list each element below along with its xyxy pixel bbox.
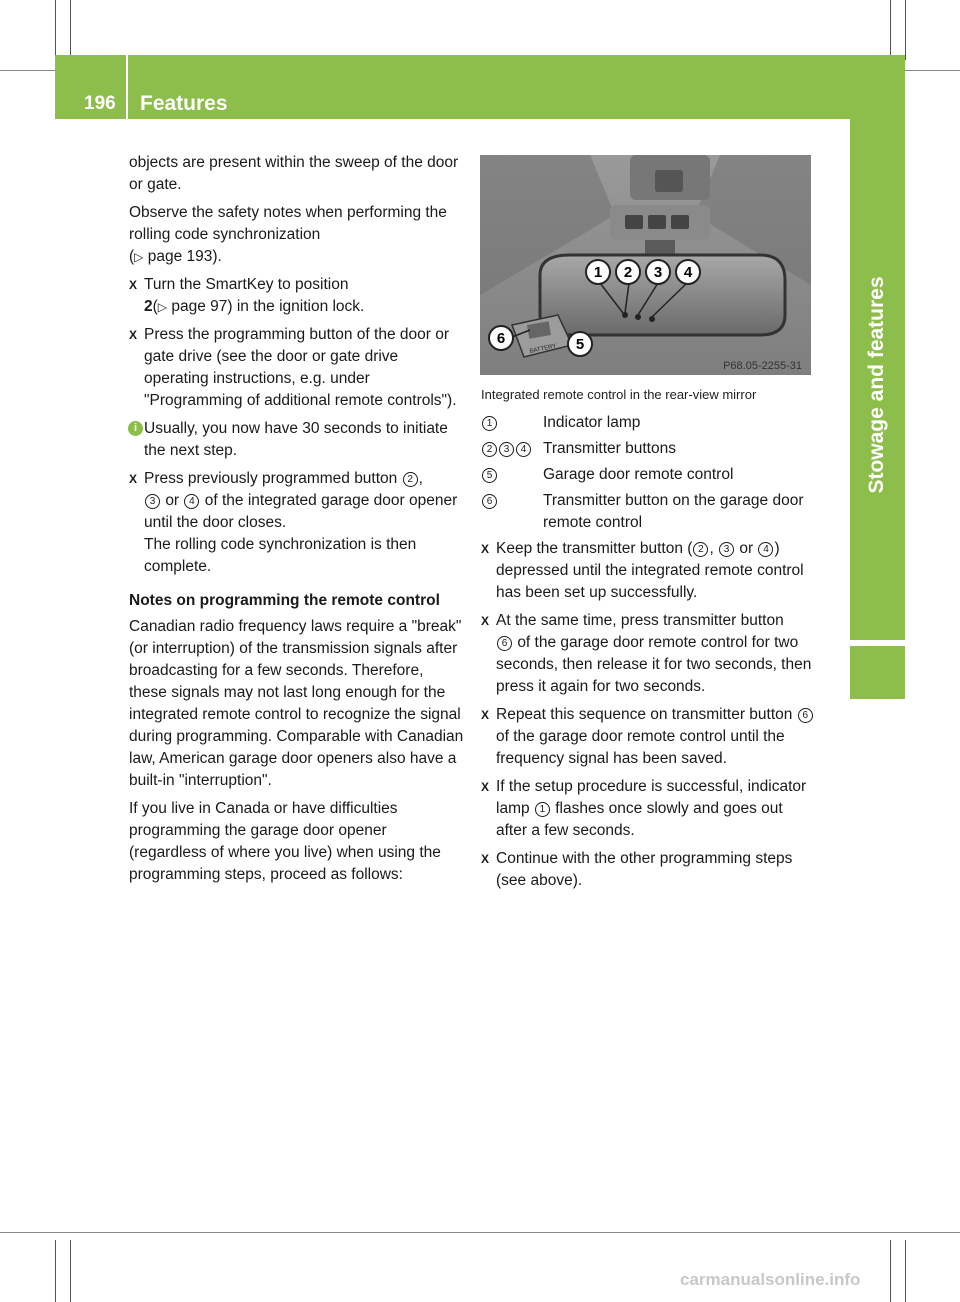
- instruction-step: X Turn the SmartKey to position 2(▷ page 97) in the ignition lock.: [129, 276, 365, 315]
- step-arrow-icon: X: [129, 278, 138, 292]
- callout-2-icon: 2: [403, 472, 418, 487]
- instruction-step: X Repeat this sequence on transmitter button 6 of the garage door remote control until the frequency signal has been saved.: [481, 704, 816, 770]
- watermark: carmanualsonline.info: [680, 1270, 861, 1289]
- crop-mark: [70, 1240, 71, 1302]
- info-note: i Usually, you now have 30 seconds to initiate the next step.: [129, 418, 464, 462]
- callout-6-icon: [489, 326, 513, 350]
- callout-3-icon: 3: [719, 542, 734, 557]
- figure-code: P68.05-2255-31: [723, 360, 802, 372]
- step-arrow-icon: X: [481, 542, 490, 556]
- header-separator: [126, 55, 128, 119]
- step-arrow-icon: X: [481, 852, 490, 866]
- crop-mark: [890, 0, 891, 60]
- paragraph: Canadian radio frequency laws require a "break" (or interruption) of the transmission signals after broadcasting for a few seconds. Therefore, these signals may not last long enough for the integrated remote control to recognize the signal during programming. Comparable with Canadian law, American garage door openers also have a built-in "interruption".: [129, 618, 464, 789]
- svg-text:6: 6: [496, 330, 506, 347]
- paragraph: Observe the safety notes when performing the rolling code synchronization (▷ page 193).: [129, 204, 447, 265]
- callout-4-icon: 4: [516, 442, 531, 457]
- step-arrow-icon: X: [481, 780, 490, 794]
- callout-4-icon: 4: [758, 542, 773, 557]
- svg-text:BATTERY: BATTERY: [529, 343, 557, 355]
- legend-item: 6 Transmitter button on the garage door remote control: [481, 490, 816, 534]
- paragraph: If you live in Canada or have difficulties programming the garage door opener (regardless of where you live) when using the programming steps, proceed as follows:: [129, 800, 441, 883]
- callout-2-icon: 2: [693, 542, 708, 557]
- step-arrow-icon: X: [481, 614, 490, 628]
- instruction-step: X Keep the transmitter button ( 2 , 3 or 4 ) depressed until the integrated remote control has been set up successfully.: [481, 540, 804, 601]
- callout-1-icon: [586, 260, 610, 284]
- callout-1-icon: 1: [482, 416, 497, 431]
- crop-mark: [905, 0, 906, 60]
- legend-item: 2 3 4 Transmitter buttons: [481, 438, 816, 460]
- crop-mark: [890, 1240, 891, 1302]
- info-icon: i: [128, 421, 143, 436]
- step-arrow-icon: X: [129, 328, 138, 342]
- right-column: [481, 384, 816, 898]
- side-tab-gap: [850, 640, 905, 646]
- instruction-step: X Continue with the other programming steps (see above).: [481, 850, 793, 889]
- legend-item: 5 Garage door remote control: [481, 464, 816, 486]
- callout-5-icon: [568, 332, 592, 356]
- page-ref-icon: ▷: [157, 300, 168, 314]
- callout-3-icon: [646, 260, 670, 284]
- header-title: Features: [140, 92, 228, 115]
- callout-4-icon: 4: [184, 494, 199, 509]
- svg-text:3: 3: [653, 264, 663, 281]
- callout-4-icon: [676, 260, 700, 284]
- svg-text:1: 1: [593, 264, 603, 281]
- instruction-step: X Press the programming button of the door or gate drive (see the door or gate drive operating instructions, e.g. under "Programming of additional remote controls").: [129, 326, 457, 409]
- crop-mark: [70, 0, 71, 60]
- step-arrow-icon: X: [129, 472, 138, 486]
- left-column: [129, 152, 464, 892]
- instruction-step: X At the same time, press transmitter button 6 of the garage door remote control for two seconds, then release it for two seconds, then press it again for two seconds.: [481, 612, 812, 695]
- legend-item: 1 Indicator lamp: [481, 412, 816, 434]
- page-number: 196: [84, 93, 116, 114]
- callout-6-icon: 6: [798, 708, 813, 723]
- section-heading: Notes on programming the remote control: [129, 592, 440, 609]
- callout-3-icon: 3: [499, 442, 514, 457]
- crop-mark: [0, 1232, 960, 1233]
- step-arrow-icon: X: [481, 708, 490, 722]
- mirror-photo: [480, 155, 811, 375]
- figure-caption: Integrated remote control in the rear-view mirror: [481, 387, 757, 402]
- callout-5-icon: 5: [482, 468, 497, 483]
- callout-6-icon: 6: [482, 494, 497, 509]
- crop-mark: [55, 0, 56, 60]
- page-ref-icon: ▷: [134, 250, 144, 264]
- callout-6-icon: 6: [497, 636, 512, 651]
- instruction-step: X Press previously programmed button 2 , 3 or 4 of the integrated garage door opener until the door closes. The rolling code synchronization is then complete.: [129, 470, 458, 575]
- callout-3-icon: 3: [145, 494, 160, 509]
- svg-text:2: 2: [623, 264, 633, 281]
- crop-mark: [55, 1240, 56, 1302]
- svg-text:4: 4: [683, 264, 693, 281]
- crop-mark: [905, 1240, 906, 1302]
- paragraph: objects are present within the sweep of the door or gate.: [129, 154, 459, 193]
- side-tab-title: Stowage and features: [865, 276, 888, 494]
- callout-2-icon: [616, 260, 640, 284]
- instruction-step: X If the setup procedure is successful, indicator lamp 1 flashes once slowly and goes out after a few seconds.: [481, 778, 807, 839]
- callout-2-icon: 2: [482, 442, 497, 457]
- svg-text:5: 5: [575, 336, 585, 353]
- callout-1-icon: 1: [535, 802, 550, 817]
